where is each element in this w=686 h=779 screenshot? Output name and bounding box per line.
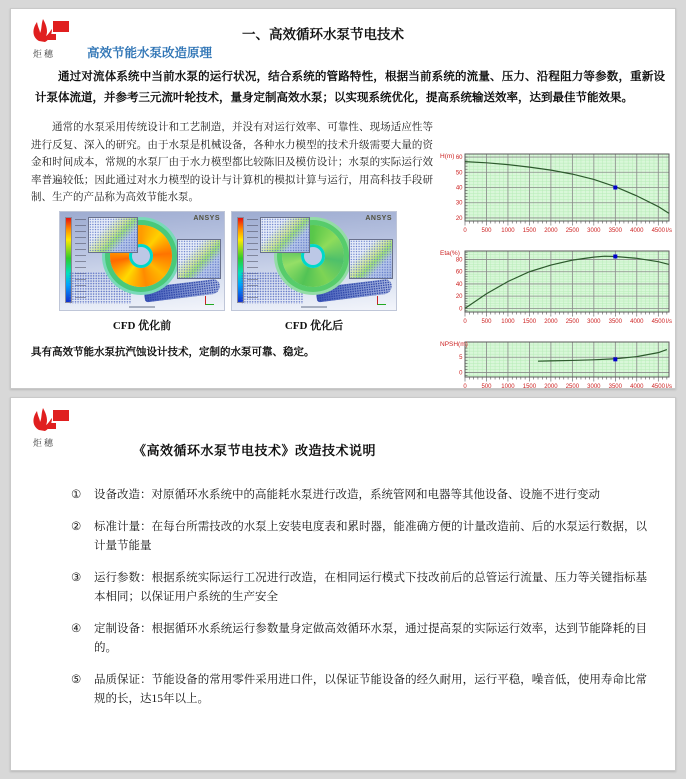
svg-text:2500: 2500: [565, 319, 580, 325]
npsh-curve-chart: [439, 337, 677, 396]
cfd-caption-before: CFD 优化前: [112, 319, 172, 332]
detail-inset: [349, 239, 393, 279]
svg-text:2500: 2500: [565, 228, 580, 234]
item-text: 品质保证：节能设备的常用零件采用进口件，以保证节能设备的经久耐用，运行平稳，噪音低，使用寿命比常规的长，达15年以上。: [94, 674, 647, 705]
cfd-captions: [31, 317, 433, 333]
svg-text:20: 20: [455, 215, 463, 222]
svg-text:4000: 4000: [630, 384, 644, 390]
section-subtitle: 高效节能水泵改造原理: [87, 46, 213, 60]
svg-text:1500: 1500: [522, 384, 537, 390]
item-number: ⑤: [71, 674, 82, 686]
svg-text:1500: 1500: [522, 228, 537, 234]
scale-bar: [301, 306, 327, 308]
left-column: [31, 119, 433, 359]
svg-text:500: 500: [481, 384, 492, 390]
svg-text:H(m): H(m): [440, 153, 455, 160]
svg-text:60: 60: [455, 155, 463, 162]
svg-text:2000: 2000: [544, 319, 558, 325]
cfd-caption-after: CFD 优化后: [284, 319, 344, 332]
svg-text:1000: 1000: [501, 384, 515, 390]
page-title: 《高效循环水泵节电技术》改造技术说明: [133, 443, 377, 458]
ansys-logo: ANSYS: [193, 214, 220, 222]
svg-text:500: 500: [481, 319, 492, 325]
list-item: [71, 518, 647, 556]
list-item: [71, 486, 647, 505]
svg-text:4500: 4500: [651, 384, 665, 390]
pump-performance-curves: [439, 149, 677, 396]
svg-text:2000: 2000: [544, 384, 558, 390]
page-title: 一、高效循环水泵节电技术: [242, 27, 404, 42]
svg-text:0: 0: [463, 319, 467, 325]
svg-text:2500: 2500: [565, 384, 580, 390]
coordinate-axes-icon: [205, 296, 214, 305]
flame-logo-icon: [29, 405, 75, 433]
coordinate-axes-icon: [377, 296, 386, 305]
item-text: 定制设备：根据循环水系统运行参数量身定做高效循环水泵，通过提高泵的实际运行效率，达到节能降耗的目的。: [94, 623, 647, 654]
svg-text:3000: 3000: [587, 319, 601, 325]
svg-text:Eta(%): Eta(%): [440, 250, 460, 257]
scale-bar: [129, 306, 155, 308]
svg-text:30: 30: [455, 200, 463, 207]
svg-text:5: 5: [459, 355, 463, 362]
svg-text:3500: 3500: [608, 228, 622, 234]
company-logo: [29, 405, 87, 449]
svg-text:l/s: l/s: [666, 319, 672, 325]
svg-text:0: 0: [463, 228, 467, 234]
head-curve-chart: [439, 149, 677, 240]
footnote: 具有高效节能水泵抗汽蚀设计技术，定制的水泵可靠、稳定。: [31, 345, 315, 358]
svg-text:80: 80: [455, 257, 463, 264]
svg-text:0: 0: [459, 370, 463, 377]
svg-text:1000: 1000: [501, 228, 515, 234]
detail-inset: [260, 217, 310, 253]
svg-text:40: 40: [455, 281, 463, 288]
svg-text:0: 0: [463, 384, 467, 390]
ansys-logo: ANSYS: [365, 214, 392, 222]
svg-text:40: 40: [455, 185, 463, 192]
item-text: 设备改造：对原循环水系统中的高能耗水泵进行改造，系统管网和电器等其他设备、设施不进行变动: [94, 489, 600, 501]
svg-text:0: 0: [459, 306, 463, 313]
svg-text:4500: 4500: [651, 228, 665, 234]
intro-paragraph: 通过对流体系统中当前水泵的运行状况，结合系统的管路特性，根据当前系统的流量、压力、沿程阻力等参数，重新设计泵体流道，并参考三元流叶轮技术，量身定制高效水泵；以实现系统优化，提高系统输送效率，达到最佳节能效果。: [35, 71, 665, 104]
svg-text:4000: 4000: [630, 228, 644, 234]
detail-inset: [177, 239, 221, 279]
svg-text:3500: 3500: [608, 319, 622, 325]
slide-2: [10, 397, 676, 771]
svg-text:60: 60: [455, 269, 463, 276]
body-paragraph: 通常的水泵采用传统设计和工艺制造，并没有对运行效率、可靠性、现场适应性等进行反复、深入的研究。由于水泵是机械设备，各种水力模型的技术升级需要大量的资金和时间成本，常规的水泵厂由于水力模型都比较陈旧及模仿设计；水泵的实际运行效率普遍较低；因此通过对水力模型的设计与计算机的模拟计算与运行，用高科技手段研制、生产的产品称为高效节能水泵。: [31, 122, 433, 203]
logo-text: 炬穗: [33, 49, 56, 59]
cfd-image-before: [59, 211, 225, 311]
item-text: 运行参数：根据系统实际运行工况进行改造，在相同运行模式下技改前后的总管运行流量、压力等关键指标基本相同；以保证用户系统的生产安全: [94, 572, 647, 603]
svg-text:3500: 3500: [608, 384, 622, 390]
svg-text:l/s: l/s: [666, 228, 672, 234]
slide-1: [10, 8, 676, 389]
svg-text:4000: 4000: [630, 319, 644, 325]
svg-text:20: 20: [455, 294, 463, 301]
svg-text:2000: 2000: [544, 228, 558, 234]
svg-text:1500: 1500: [522, 319, 537, 325]
cfd-images: [31, 211, 433, 311]
svg-text:1000: 1000: [501, 319, 515, 325]
svg-text:3000: 3000: [587, 384, 601, 390]
list-item: [71, 671, 647, 709]
cfd-image-after: [231, 211, 397, 311]
list-item: [71, 569, 647, 607]
item-number: ④: [71, 623, 82, 635]
detail-inset: [88, 217, 138, 253]
svg-text:4500: 4500: [651, 319, 665, 325]
svg-text:50: 50: [455, 170, 463, 177]
list-item: [71, 620, 647, 658]
item-number: ①: [71, 489, 82, 501]
item-text: 标准计量：在每台所需技改的水泵上安装电度表和累时器，能准确方便的计量改造前、后的水泵运行数据，以计量节能量: [94, 521, 647, 552]
technical-notes-list: [71, 486, 647, 709]
efficiency-curve-chart: [439, 246, 677, 331]
svg-text:NPSH(m): NPSH(m): [440, 341, 468, 348]
item-number: ③: [71, 572, 82, 584]
svg-text:l/s: l/s: [666, 384, 672, 390]
svg-text:3000: 3000: [587, 228, 601, 234]
logo-text: 炬穗: [33, 438, 56, 448]
svg-text:500: 500: [481, 228, 492, 234]
item-number: ②: [71, 521, 82, 533]
